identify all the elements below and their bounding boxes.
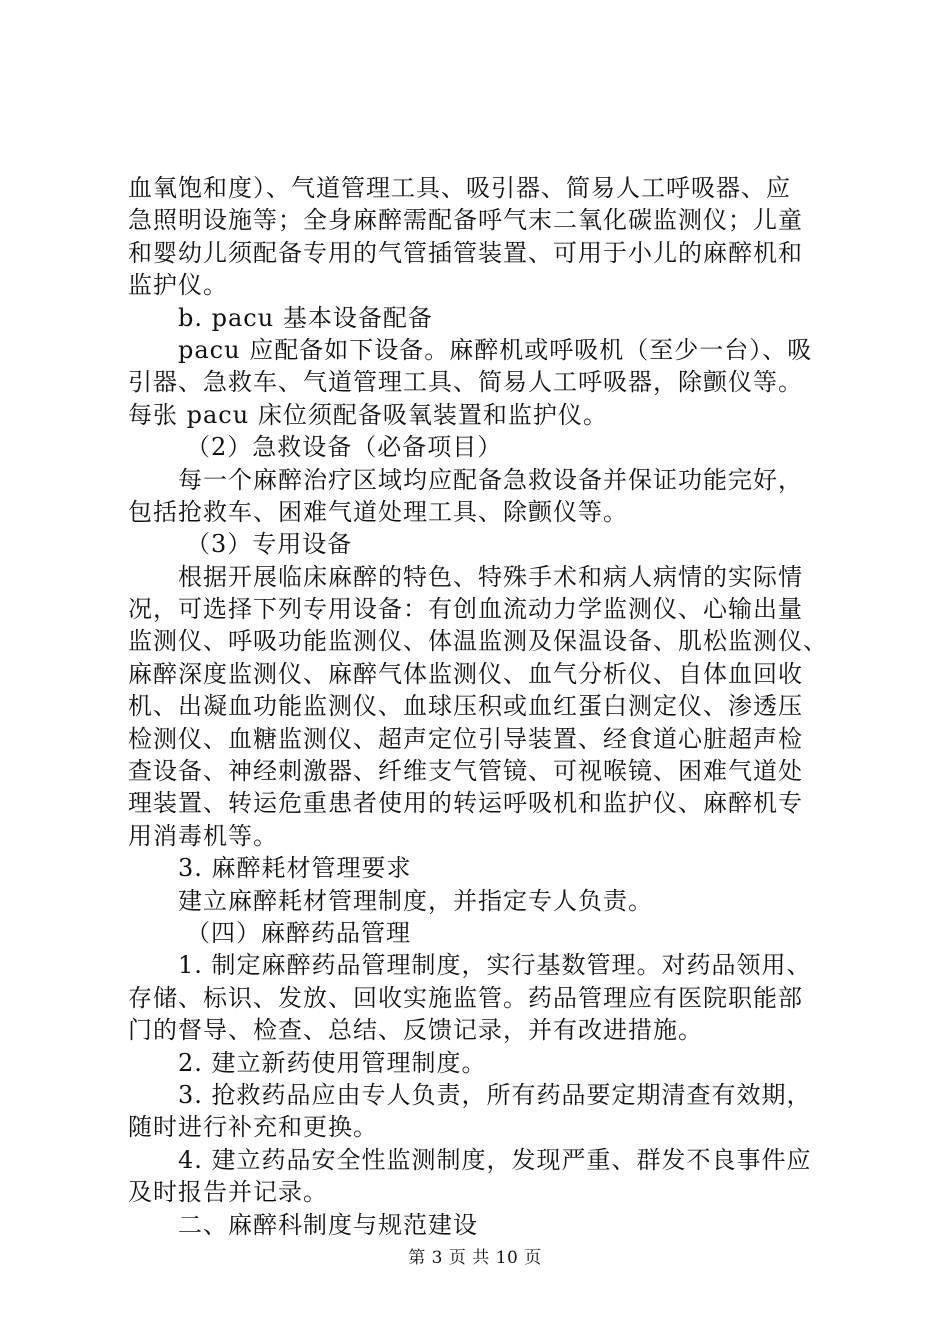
text-line: 用消毒机等。	[128, 821, 278, 850]
text-line: 况，可选择下列专用设备：有创血流动力学监测仪、心输出量	[128, 595, 803, 624]
text-line: 1. 制定麻醉药品管理制度，实行基数管理。对药品领用、	[178, 951, 812, 980]
text-line: 存储、标识、发放、回收实施监管。药品管理应有医院职能部	[128, 983, 803, 1012]
text-line: 麻醉深度监测仪、麻醉气体监测仪、血气分析仪、自体血回收	[128, 659, 803, 688]
text-line: pacu 应配备如下设备。麻醉机或呼吸机（至少一台）、吸	[178, 335, 813, 364]
text-line: 及时报告并记录。	[128, 1178, 328, 1207]
text-line: 监护仪。	[128, 271, 228, 300]
text-line: 急照明设施等；全身麻醉需配备呼气末二氧化碳监测仪；儿童	[128, 206, 803, 235]
text-line: 每张 pacu 床位须配备吸氧装置和监护仪。	[128, 400, 608, 429]
section-heading: （四）麻醉药品管理	[186, 918, 411, 947]
text-line: 4. 建立药品安全性监测制度，发现严重、群发不良事件应	[178, 1145, 812, 1174]
text-line: 门的督导、检查、总结、反馈记录，并有改进措施。	[128, 1016, 703, 1045]
page-number-footer: 第 3 页 共 10 页	[408, 1248, 542, 1268]
text-line: 和婴幼儿须配备专用的气管插管装置、可用于小儿的麻醉机和	[128, 238, 803, 267]
text-line: 包括抢救车、困难气道处理工具、除颤仪等。	[128, 497, 628, 526]
text-line: 检测仪、血糖监测仪、超声定位引导装置、经食道心脏超声检	[128, 724, 803, 753]
text-line: 引器、急救车、气道管理工具、简易人工呼吸器，除颤仪等。	[128, 368, 803, 397]
text-line: 随时进行补充和更换。	[128, 1113, 378, 1142]
subheading: 3. 麻醉耗材管理要求	[178, 854, 412, 883]
text-line: 血氧饱和度）、气道管理工具、吸引器、简易人工呼吸器、应	[128, 174, 791, 202]
text-line: 机、出凝血功能监测仪、血球压积或血红蛋白测定仪、渗透压	[128, 692, 803, 721]
text-line: 2. 建立新药使用管理制度。	[178, 1048, 487, 1077]
text-line: 建立麻醉耗材管理制度，并指定专人负责。	[178, 886, 653, 915]
section-heading: 二、麻醉科制度与规范建设	[178, 1210, 478, 1239]
subheading: （3）专用设备	[186, 530, 353, 559]
text-line: 3. 抢救药品应由专人负责，所有药品要定期清查有效期，	[178, 1080, 812, 1109]
text-line: 每一个麻醉治疗区域均应配备急救设备并保证功能完好，	[178, 465, 803, 494]
text-line: 根据开展临床麻醉的特色、特殊手术和病人病情的实际情	[178, 562, 803, 591]
subheading: b. pacu 基本设备配备	[178, 303, 433, 332]
document-body	[128, 172, 833, 1241]
text-line: 理装置、转运危重患者使用的转运呼吸机和监护仪、麻醉机专	[128, 789, 803, 818]
subheading: （2）急救设备（必备项目）	[186, 433, 503, 462]
text-line: 查设备、神经刺激器、纤维支气管镜、可视喉镜、困难气道处	[128, 757, 803, 786]
text-line: 监测仪、呼吸功能监测仪、体温监测及保温设备、肌松监测仪、	[128, 627, 828, 656]
